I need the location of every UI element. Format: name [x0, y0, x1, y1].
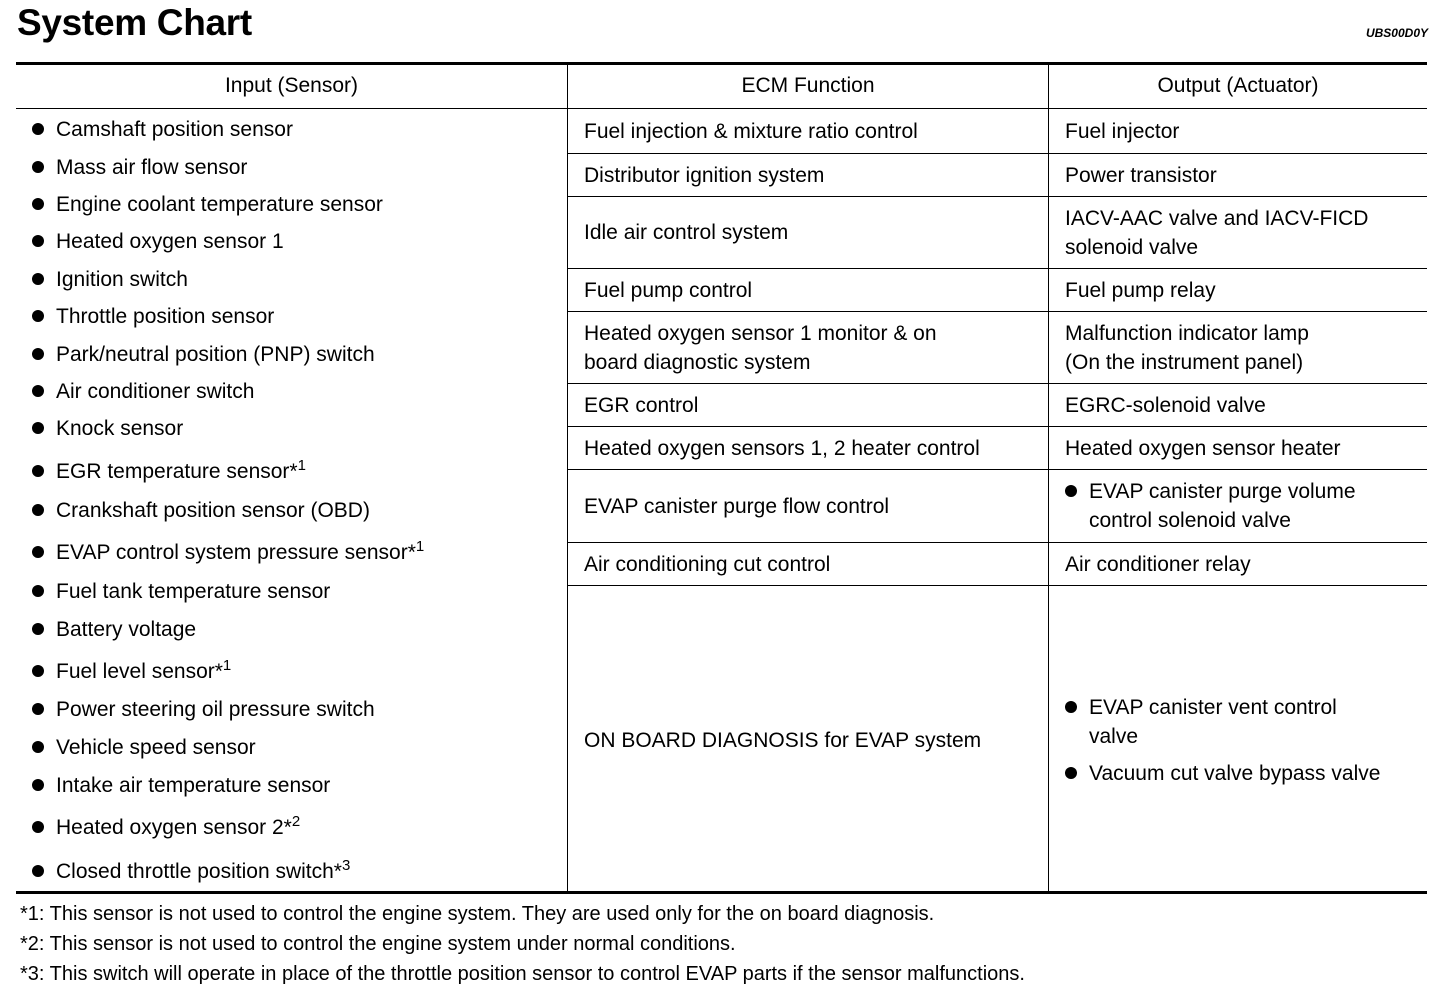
sensor-item	[32, 813, 300, 843]
sensor-item	[32, 771, 330, 801]
output-actuator-cell	[1065, 586, 1425, 894]
sensor-label: Mass air flow sensor	[56, 156, 248, 179]
output-actuator-label: Vacuum cut valve bypass valve	[1089, 761, 1381, 785]
output-actuator-label: EVAP canister vent control valve	[1089, 695, 1337, 748]
footnote-3: *3: This switch will operate in place of the throttle position sensor to control EVAP parts if the sensor malfunctions.	[20, 963, 1025, 985]
output-actuator-label: Fuel pump relay	[1065, 278, 1216, 302]
sensor-label: Air conditioner switch	[56, 380, 255, 403]
bullet-icon	[32, 665, 44, 677]
sensor-item	[32, 577, 330, 607]
sensor-item	[32, 615, 196, 645]
bullet-icon	[32, 821, 44, 833]
bullet-icon	[32, 348, 44, 360]
ecm-function-cell	[584, 586, 1046, 894]
sensor-item	[32, 496, 370, 526]
sensor-label: Vehicle speed sensor	[56, 736, 256, 759]
footnote-1: *1: This sensor is not used to control the engine system. They are used only for the on board diagnosis.	[20, 903, 935, 925]
sensor-item	[32, 657, 231, 687]
output-actuator-cell	[1065, 197, 1425, 268]
sensor-label: Fuel level sensor*	[56, 660, 223, 683]
sensor-item	[32, 153, 247, 183]
ecm-function-cell	[584, 109, 1046, 153]
sensor-item	[32, 695, 375, 725]
bullet-icon	[32, 385, 44, 397]
bullet-icon	[32, 161, 44, 173]
bullet-icon	[32, 703, 44, 715]
ecm-function-cell	[584, 197, 1046, 268]
output-actuator-cell	[1065, 427, 1425, 469]
column-header-output: Output (Actuator)	[1157, 74, 1319, 97]
ecm-function-cell	[584, 312, 1046, 383]
bullet-icon	[32, 465, 44, 477]
bullet-icon	[32, 546, 44, 558]
column-header-input: Input (Sensor)	[224, 74, 359, 97]
ecm-function-label: EVAP canister purge flow control	[584, 494, 890, 518]
output-actuator-label: IACV-AAC valve and IACV-FICD solenoid valve	[1065, 206, 1369, 259]
output-actuator-label: Air conditioner relay	[1065, 552, 1251, 576]
ecm-function-label: Heated oxygen sensors 1, 2 heater control	[584, 436, 980, 460]
bullet-icon	[32, 865, 44, 877]
column-divider	[1048, 65, 1049, 891]
output-actuator-label: Malfunction indicator lamp (On the instrument panel)	[1065, 321, 1309, 374]
output-actuator-cell	[1065, 154, 1425, 196]
output-actuator-label: EVAP canister purge volume control solenoid valve	[1089, 480, 1356, 532]
bullet-icon	[32, 198, 44, 210]
sensor-item	[32, 857, 350, 887]
ecm-function-cell	[584, 154, 1046, 196]
ecm-function-cell	[584, 427, 1046, 469]
sensor-label: Engine coolant temperature sensor	[56, 193, 383, 216]
sensor-label: Power steering oil pressure switch	[56, 698, 375, 721]
sensor-label: Crankshaft position sensor (OBD)	[56, 499, 370, 522]
sensor-label: Intake air temperature sensor	[56, 774, 331, 797]
sensor-item	[32, 538, 424, 568]
footnote-ref: 2	[291, 813, 301, 830]
page-title: System Chart	[17, 2, 252, 43]
footnotes	[20, 899, 1025, 989]
bullet-icon	[32, 235, 44, 247]
output-actuator-cell	[1065, 109, 1425, 153]
output-actuator-label: Power transistor	[1065, 163, 1217, 187]
sensor-item	[32, 115, 293, 145]
output-bullet-item	[1065, 693, 1380, 751]
sensor-label: Park/neutral position (PNP) switch	[56, 343, 375, 366]
sensor-item	[32, 340, 375, 370]
output-actuator-cell	[1065, 470, 1425, 542]
output-actuator-label: EGRC-solenoid valve	[1065, 393, 1266, 417]
ecm-function-cell	[584, 470, 1046, 542]
system-chart-table	[16, 62, 1427, 894]
ecm-function-cell	[584, 384, 1046, 426]
column-divider	[567, 65, 568, 891]
sensor-label: Throttle position sensor	[56, 305, 275, 328]
output-actuator-label: Heated oxygen sensor heater	[1065, 436, 1341, 460]
sensor-label: Knock sensor	[56, 417, 184, 440]
bullet-icon	[32, 123, 44, 135]
ecm-function-label: EGR control	[584, 393, 699, 417]
output-bullet-item	[1065, 759, 1380, 788]
output-actuator-cell	[1065, 269, 1425, 311]
ecm-function-label: Idle air control system	[584, 221, 789, 244]
footnote-ref: 1	[297, 457, 306, 474]
sensor-label: Battery voltage	[56, 618, 197, 641]
ecm-function-label: Air conditioning cut control	[584, 552, 831, 576]
output-actuator-cell	[1065, 543, 1425, 585]
sensor-item	[32, 265, 188, 295]
sensor-label: EVAP control system pressure sensor*	[56, 541, 416, 564]
document-code: UBS00D0Y	[1365, 26, 1428, 40]
bullet-icon	[32, 273, 44, 285]
sensor-item	[32, 302, 274, 332]
ecm-function-label: Fuel pump control	[584, 278, 753, 302]
ecm-function-label: Distributor ignition system	[584, 163, 825, 187]
bullet-icon	[32, 310, 44, 322]
bullet-icon	[1065, 485, 1077, 497]
ecm-function-label: ON BOARD DIAGNOSIS for EVAP system	[584, 728, 982, 752]
sensor-label: Fuel tank temperature sensor	[56, 580, 331, 603]
footnote-ref: 1	[222, 657, 232, 674]
bullet-icon	[32, 422, 44, 434]
bullet-icon	[32, 585, 44, 597]
sensor-label: EGR temperature sensor*	[56, 460, 298, 483]
footnote-ref: 3	[341, 857, 351, 874]
ecm-function-label: Fuel injection & mixture ratio control	[584, 119, 918, 143]
sensor-item	[32, 457, 306, 487]
sensor-item	[32, 377, 254, 407]
bullet-icon	[32, 623, 44, 635]
bullet-icon	[1065, 767, 1077, 779]
sensor-item	[32, 733, 256, 763]
sensor-label: Closed throttle position switch*	[56, 860, 342, 883]
sensor-label: Ignition switch	[56, 268, 188, 291]
bullet-icon	[32, 779, 44, 791]
output-actuator-cell	[1065, 384, 1425, 426]
sensor-item	[32, 190, 383, 220]
output-actuator-label: Fuel injector	[1065, 119, 1180, 143]
ecm-function-label: Heated oxygen sensor 1 monitor & on board diagnostic system	[584, 321, 937, 374]
ecm-function-cell	[584, 543, 1046, 585]
bullet-icon	[32, 504, 44, 516]
ecm-function-cell	[584, 269, 1046, 311]
bullet-icon	[1065, 701, 1077, 713]
sensor-label: Heated oxygen sensor 1	[56, 230, 284, 253]
sensor-label: Camshaft position sensor	[56, 118, 293, 141]
sensor-label: Heated oxygen sensor 2*	[56, 816, 292, 839]
footnote-2: *2: This sensor is not used to control the engine system under normal conditions.	[20, 933, 736, 955]
column-header-ecm: ECM Function	[741, 74, 875, 97]
sensor-item	[32, 227, 284, 257]
sensor-item	[32, 414, 183, 444]
footnote-ref: 1	[415, 538, 425, 555]
output-actuator-cell	[1065, 312, 1425, 383]
output-bullet-item	[1065, 477, 1356, 535]
bullet-icon	[32, 741, 44, 753]
